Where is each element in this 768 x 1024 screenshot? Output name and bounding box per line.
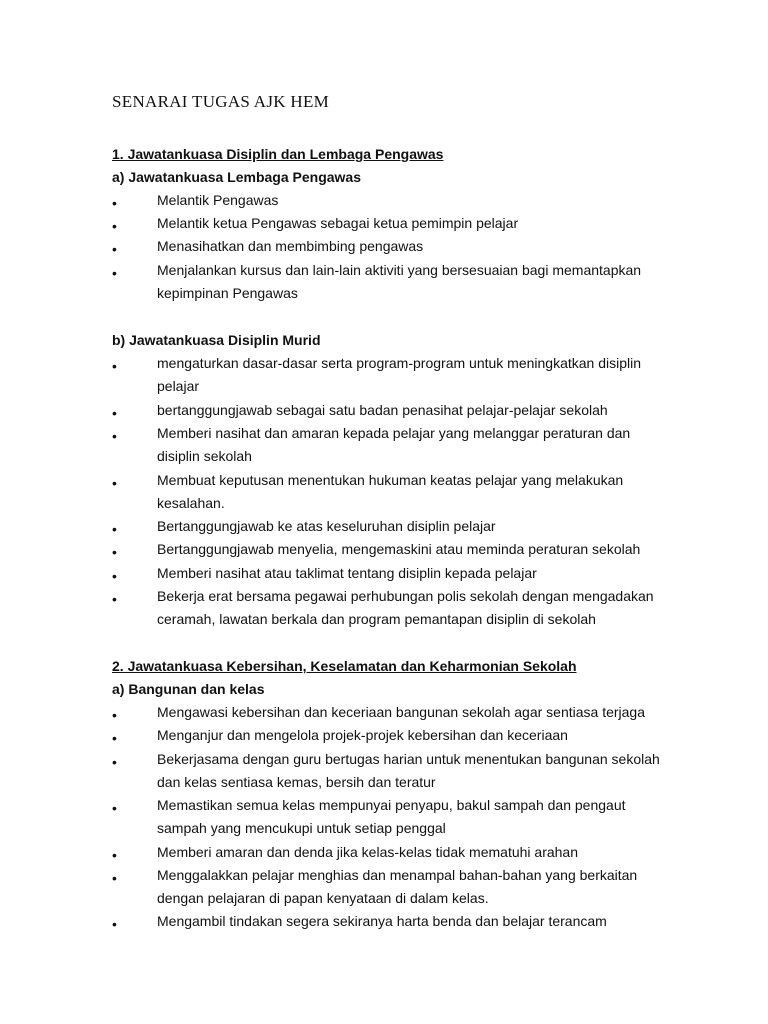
bullet-icon: • bbox=[112, 870, 117, 886]
list-item: bertanggungjawab sebagai satu badan penasihat pelajar-pelajar sekolah bbox=[157, 402, 608, 418]
bullet-icon: • bbox=[112, 754, 117, 770]
bullet-icon: • bbox=[112, 265, 117, 281]
list-item: Bekerja erat bersama pegawai perhubungan polis sekolah dengan mengadakan ceramah, lawatan berkala dan program pemantapan disiplin di sekolah bbox=[157, 588, 654, 627]
section-heading: 1. Jawatankuasa Disiplin dan Lembaga Pengawas bbox=[112, 146, 444, 162]
list-item: Menasihatkan dan membimbing pengawas bbox=[157, 238, 424, 254]
bullet-icon: • bbox=[112, 241, 117, 257]
list-item: Melantik Pengawas bbox=[157, 192, 279, 208]
bullet-icon: • bbox=[112, 568, 117, 584]
list-item: Melantik ketua Pengawas sebagai ketua pemimpin pelajar bbox=[157, 215, 519, 231]
list-item: Bertanggungjawab menyelia, mengemaskini atau meminda peraturan sekolah bbox=[157, 541, 641, 557]
list-item: Bekerjasama dengan guru bertugas harian untuk menentukan bangunan sekolah dan kelas sentiasa kemas, bersih dan teratur bbox=[157, 751, 660, 790]
bullet-icon: • bbox=[112, 521, 117, 537]
bullet-icon: • bbox=[112, 847, 117, 863]
bullet-icon: • bbox=[112, 544, 117, 560]
subsection-heading: a) Jawatankuasa Lembaga Pengawas bbox=[112, 169, 361, 185]
subsection-heading: a) Bangunan dan kelas bbox=[112, 681, 265, 697]
bullet-icon: • bbox=[112, 916, 117, 932]
bullet-icon: • bbox=[112, 730, 117, 746]
bullet-icon: • bbox=[112, 428, 117, 444]
bullet-icon: • bbox=[112, 405, 117, 421]
list-item: Bertanggungjawab ke atas keseluruhan disiplin pelajar bbox=[157, 518, 496, 534]
bullet-icon: • bbox=[112, 800, 117, 816]
list-item: Mengawasi kebersihan dan keceriaan bangunan sekolah agar sentiasa terjaga bbox=[157, 704, 645, 720]
list-item: Mengambil tindakan segera sekiranya harta benda dan belajar terancam bbox=[157, 913, 607, 929]
list-item: Menjalankan kursus dan lain-lain aktiviti yang bersesuaian bagi memantapkan kepimpinan Pengawas bbox=[157, 262, 642, 301]
list-item: Memberi nasihat atau taklimat tentang disiplin kepada pelajar bbox=[157, 565, 537, 581]
bullet-icon: • bbox=[112, 475, 117, 491]
list-item: mengaturkan dasar-dasar serta program-program untuk meningkatkan disiplin pelajar bbox=[157, 355, 642, 394]
bullet-icon: • bbox=[112, 195, 117, 211]
bullet-icon: • bbox=[112, 707, 117, 723]
bullet-icon: • bbox=[112, 358, 117, 374]
list-item: Menggalakkan pelajar menghias dan menampal bahan-bahan yang berkaitan dengan pelajaran di papan kenyataan di dalam kelas. bbox=[157, 867, 638, 906]
list-item: Memberi amaran dan denda jika kelas-kelas tidak mematuhi arahan bbox=[157, 844, 578, 860]
document-title: SENARAI TUGAS AJK HEM bbox=[112, 92, 330, 111]
bullet-icon: • bbox=[112, 591, 117, 607]
list-item: Menganjur dan mengelola projek-projek kebersihan dan keceriaan bbox=[157, 727, 568, 743]
list-item: Memastikan semua kelas mempunyai penyapu, bakul sampah dan pengaut sampah yang mencukupi untuk setiap penggal bbox=[157, 797, 626, 836]
section-heading: 2. Jawatankuasa Kebersihan, Keselamatan dan Keharmonian Sekolah bbox=[112, 658, 577, 674]
subsection-heading: b) Jawatankuasa Disiplin Murid bbox=[112, 332, 321, 348]
bullet-icon: • bbox=[112, 218, 117, 234]
list-item: Memberi nasihat dan amaran kepada pelajar yang melanggar peraturan dan disiplin sekolah bbox=[157, 425, 631, 464]
list-item: Membuat keputusan menentukan hukuman keatas pelajar yang melakukan kesalahan. bbox=[157, 472, 624, 511]
